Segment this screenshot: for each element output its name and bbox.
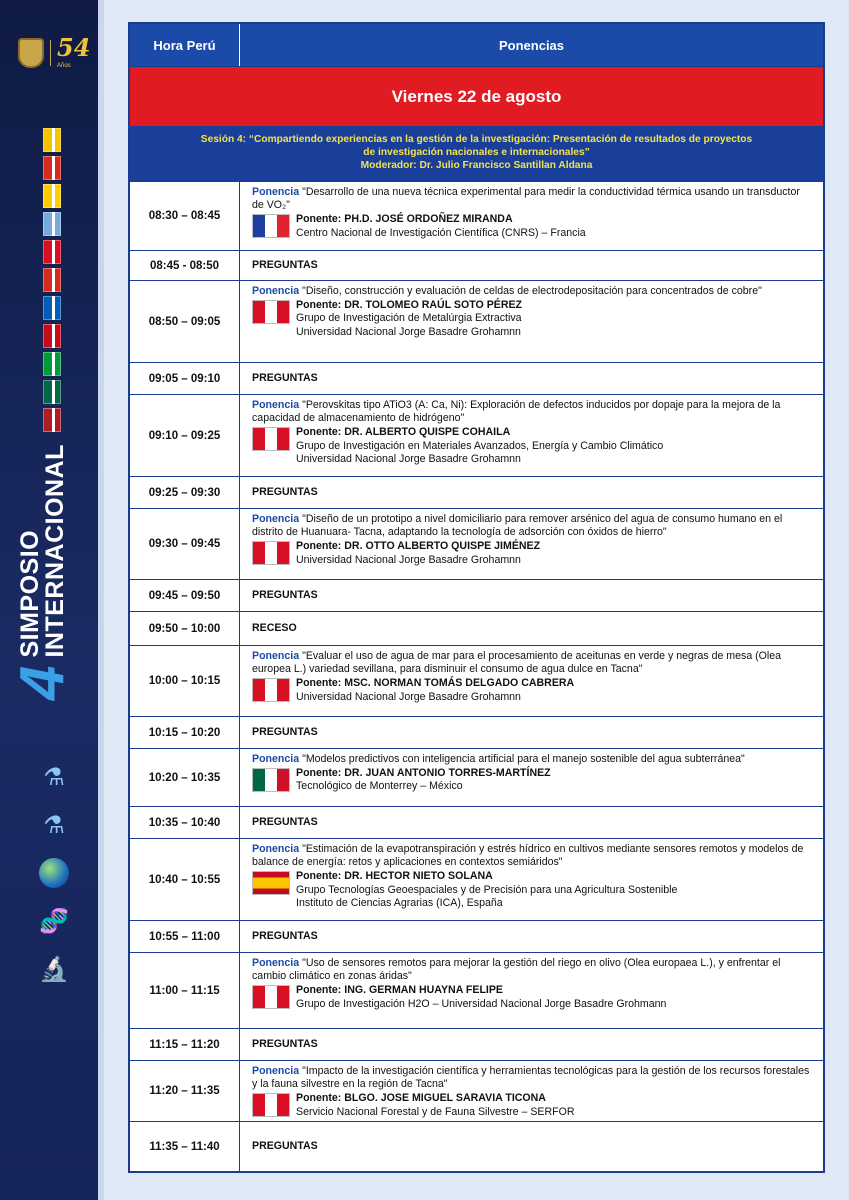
event-title-line2: INTERNACIONAL bbox=[41, 444, 69, 658]
mini-flag-icon bbox=[43, 408, 61, 432]
session-title-line2: de investigación nacionales e internacionales” bbox=[363, 147, 590, 159]
time-cell: 10:20 – 10:35 bbox=[130, 749, 240, 806]
questions-cell: PREGUNTAS bbox=[252, 588, 318, 601]
flask-icon: ⚗ bbox=[43, 811, 65, 839]
session-title-line1: Sesión 4: “Compartiendo experiencias en la gestión de la investigación: Presentación de resultados de proyectos bbox=[200, 134, 753, 146]
ponencia-label: Ponencia bbox=[252, 1065, 300, 1077]
speaker-block bbox=[252, 677, 813, 703]
table-row bbox=[130, 394, 823, 476]
talk-title bbox=[252, 843, 813, 869]
country-flag-icon bbox=[252, 300, 290, 324]
speaker-affiliation: Grupo Tecnologías Geoespaciales y de Precisión para una Agricultura Sostenible bbox=[296, 883, 678, 896]
ponencia-label: Ponencia bbox=[252, 285, 300, 297]
talk-title bbox=[252, 186, 813, 212]
speaker-name: Ponente: DR. OTTO ALBERTO QUISPE JIMÉNEZ bbox=[296, 540, 541, 553]
header-time: Hora Perú bbox=[130, 24, 240, 66]
table-row bbox=[130, 280, 823, 362]
time-cell: 11:15 – 11:20 bbox=[130, 1029, 240, 1060]
speaker-affiliation-2: Universidad Nacional Jorge Basadre Grohamnn bbox=[296, 325, 521, 338]
talk-cell bbox=[240, 749, 823, 806]
speaker-affiliation-2: Universidad Nacional Jorge Basadre Grohamnn bbox=[296, 452, 521, 465]
table-row bbox=[130, 748, 823, 806]
questions-cell: PREGUNTAS bbox=[252, 929, 318, 942]
session-moderator: Moderador: Dr. Julio Francisco Santillan Aldana bbox=[360, 159, 593, 171]
speaker-affiliation-2: Instituto de Ciencias Agrarias (ICA), España bbox=[296, 896, 503, 909]
ponencia-label: Ponencia bbox=[252, 186, 300, 198]
university-logo bbox=[18, 33, 91, 69]
talk-title-text: "Diseño, construcción y evaluación de celdas de electrodepositación para concentrados de cobre" bbox=[302, 285, 762, 297]
questions-cell: PREGUNTAS bbox=[252, 371, 318, 384]
speaker-name: Ponente: DR. TOLOMEO RAÚL SOTO PÉREZ bbox=[296, 299, 523, 312]
talk-title-text: "Modelos predictivos con inteligencia artificial para el manejo sostenible del agua subterránea" bbox=[302, 753, 745, 765]
talk-cell bbox=[240, 182, 823, 250]
table-row bbox=[130, 508, 823, 579]
questions-cell: PREGUNTAS bbox=[252, 258, 318, 271]
talk-title-text: "Evaluar el uso de agua de mar para el procesamiento de aceitunas en verde y negras de mesa (Olea europea L.) variedad sevillana, para disminuir el consumo de agua dulce en Tacna" bbox=[252, 650, 782, 676]
table-row bbox=[130, 952, 823, 1028]
talk-title-text: "Desarrollo de una nueva técnica experimental para medir la conductividad térmica usando un transductor de VO₂" bbox=[252, 186, 800, 212]
mini-flag-icon bbox=[43, 128, 61, 152]
session-banner bbox=[130, 126, 823, 181]
schedule-table bbox=[128, 22, 825, 1173]
questions-cell: PREGUNTAS bbox=[252, 1037, 318, 1050]
time-cell: 09:05 – 09:10 bbox=[130, 363, 240, 394]
dna-icon: 🧬 bbox=[39, 907, 69, 935]
talk-title-text: "Impacto de la investigación científica y herramientas tecnológicas para la gestión de los recursos forestales y la fauna silvestre en la región de Tacna" bbox=[252, 1065, 810, 1091]
mini-flag-icon bbox=[43, 380, 61, 404]
break-cell: RECESO bbox=[252, 621, 297, 634]
table-row bbox=[130, 1121, 823, 1171]
talk-cell bbox=[240, 281, 823, 362]
day-banner: Viernes 22 de agosto bbox=[130, 66, 823, 126]
anniversary-years: Años bbox=[57, 63, 71, 69]
country-flag-icon bbox=[252, 541, 290, 565]
time-cell: 10:40 – 10:55 bbox=[130, 839, 240, 920]
country-flag-icon bbox=[252, 768, 290, 792]
speaker-block bbox=[252, 870, 813, 910]
ponencia-label: Ponencia bbox=[252, 513, 300, 525]
speaker-affiliation: Universidad Nacional Jorge Basadre Grohamnn bbox=[296, 690, 521, 703]
table-row bbox=[130, 806, 823, 838]
country-flag-icon bbox=[252, 678, 290, 702]
table-header bbox=[130, 24, 823, 66]
questions-cell: PREGUNTAS bbox=[252, 725, 318, 738]
table-row bbox=[130, 250, 823, 280]
talk-title bbox=[252, 650, 813, 676]
speaker-block bbox=[252, 1092, 813, 1118]
talk-title bbox=[252, 399, 813, 425]
mini-flag-icon bbox=[43, 296, 61, 320]
time-cell: 09:25 – 09:30 bbox=[130, 477, 240, 508]
country-flag-icon bbox=[252, 214, 290, 238]
speaker-affiliation: Universidad Nacional Jorge Basadre Grohamnn bbox=[296, 553, 521, 566]
table-row bbox=[130, 181, 823, 250]
speaker-affiliation: Grupo de Investigación de Metalúrgia Extractiva bbox=[296, 312, 522, 325]
time-cell: 09:10 – 09:25 bbox=[130, 395, 240, 476]
speaker-block bbox=[252, 984, 813, 1010]
time-cell: 11:20 – 11:35 bbox=[130, 1061, 240, 1121]
talk-title bbox=[252, 753, 813, 766]
schedule-rows bbox=[130, 181, 823, 1171]
speaker-name: Ponente: DR. JUAN ANTONIO TORRES-MARTÍNEZ bbox=[296, 767, 551, 780]
table-row bbox=[130, 579, 823, 611]
time-cell: 09:45 – 09:50 bbox=[130, 580, 240, 611]
mini-flag-icon bbox=[43, 156, 61, 180]
talk-title bbox=[252, 1065, 813, 1091]
country-flag-icon bbox=[252, 871, 290, 895]
time-cell: 11:35 – 11:40 bbox=[130, 1122, 240, 1171]
speaker-block bbox=[252, 540, 813, 566]
crest-icon bbox=[18, 38, 44, 68]
time-cell: 10:15 – 10:20 bbox=[130, 717, 240, 748]
speaker-name: Ponente: ING. GERMAN HUAYNA FELIPE bbox=[296, 984, 503, 997]
science-icons bbox=[28, 762, 80, 984]
talk-title bbox=[252, 513, 813, 539]
speaker-block bbox=[252, 767, 813, 793]
time-cell: 08:30 – 08:45 bbox=[130, 182, 240, 250]
globe-icon bbox=[39, 858, 69, 888]
time-cell: 09:50 – 10:00 bbox=[130, 612, 240, 645]
speaker-name: Ponente: MSC. NORMAN TOMÁS DELGADO CABRERA bbox=[296, 677, 575, 690]
talk-cell bbox=[240, 395, 823, 476]
table-row bbox=[130, 645, 823, 716]
mini-flag-icon bbox=[43, 184, 61, 208]
questions-cell: PREGUNTAS bbox=[252, 1139, 318, 1152]
speaker-affiliation: Grupo de Investigación H2O – Universidad Nacional Jorge Basadre Grohmann bbox=[296, 997, 667, 1010]
country-flag-icon bbox=[252, 985, 290, 1009]
talk-cell bbox=[240, 1061, 823, 1121]
talk-title-text: "Estimación de la evapotranspiración y estrés hídrico en cultivos mediante sensores remotos y modelos de balance de energía: retos y aplicaciones en contextos semiáridos" bbox=[252, 843, 804, 869]
talk-title-text: "Diseño de un prototipo a nivel domiciliario para remover arsénico del agua de consumo humano en el distrito de Huanuara- Tacna, adaptando la tecnología de adsorción con óxidos de hierro" bbox=[252, 513, 783, 539]
anniversary-number: 54 bbox=[57, 33, 91, 62]
mini-flag-icon bbox=[43, 240, 61, 264]
microscope-icon: 🔬 bbox=[39, 955, 69, 983]
mini-flag-icon bbox=[43, 352, 61, 376]
table-row bbox=[130, 611, 823, 645]
talk-title-text: "Perovskitas tipo ATiO3 (A: Ca, Ni): Exploración de defectos inducidos por dopaje para la mejora de la capacidad de almacenamiento de hidrógeno" bbox=[252, 399, 781, 425]
talk-title-text: "Uso de sensores remotos para mejorar la gestión del riego en olivo (Olea europaea L.), y enfrentar el cambio climático en zonas áridas" bbox=[252, 957, 781, 983]
mini-flag-icon bbox=[43, 212, 61, 236]
speaker-name: Ponente: BLGO. JOSE MIGUEL SARAVIA TICONA bbox=[296, 1092, 546, 1105]
speaker-name: Ponente: PH.D. JOSÉ ORDOÑEZ MIRANDA bbox=[296, 213, 513, 226]
talk-title bbox=[252, 285, 813, 298]
questions-cell: PREGUNTAS bbox=[252, 815, 318, 828]
mini-flag-icon bbox=[43, 324, 61, 348]
country-flag-icon bbox=[252, 1093, 290, 1117]
talk-title bbox=[252, 957, 813, 983]
speaker-block bbox=[252, 213, 813, 239]
ponencia-label: Ponencia bbox=[252, 957, 300, 969]
time-cell: 08:50 – 09:05 bbox=[130, 281, 240, 362]
talk-cell bbox=[240, 839, 823, 920]
time-cell: 10:55 – 11:00 bbox=[130, 921, 240, 952]
speaker-name: Ponente: DR. HECTOR NIETO SOLANA bbox=[296, 870, 493, 883]
edition-number: 4 bbox=[8, 665, 77, 700]
table-row bbox=[130, 920, 823, 952]
speaker-affiliation: Grupo de Investigación en Materiales Avanzados, Energía y Cambio Climático bbox=[296, 439, 664, 452]
talk-cell bbox=[240, 646, 823, 716]
table-row bbox=[130, 1028, 823, 1060]
table-row bbox=[130, 716, 823, 748]
ponencia-label: Ponencia bbox=[252, 843, 300, 855]
speaker-block bbox=[252, 426, 813, 466]
speaker-name: Ponente: DR. ALBERTO QUISPE COHAILA bbox=[296, 426, 511, 439]
time-cell: 08:45 - 08:50 bbox=[130, 251, 240, 280]
country-flags-strip bbox=[43, 128, 61, 432]
talk-cell bbox=[240, 953, 823, 1028]
table-row bbox=[130, 1060, 823, 1121]
ponencia-label: Ponencia bbox=[252, 753, 300, 765]
time-cell: 09:30 – 09:45 bbox=[130, 509, 240, 579]
table-row bbox=[130, 838, 823, 920]
questions-cell: PREGUNTAS bbox=[252, 485, 318, 498]
ponencia-label: Ponencia bbox=[252, 399, 300, 411]
left-sidebar bbox=[0, 0, 104, 1200]
speaker-affiliation: Servicio Nacional Forestal y de Fauna Silvestre – SERFOR bbox=[296, 1105, 575, 1118]
test-tubes-icon: ⚗ bbox=[43, 763, 65, 791]
time-cell: 10:00 – 10:15 bbox=[130, 646, 240, 716]
speaker-block bbox=[252, 299, 813, 339]
header-talks: Ponencias bbox=[498, 37, 565, 53]
event-title-line1: SIMPOSIO bbox=[15, 529, 44, 658]
speaker-affiliation: Tecnológico de Monterrey – México bbox=[296, 780, 463, 793]
time-cell: 10:35 – 10:40 bbox=[130, 807, 240, 838]
table-row bbox=[130, 362, 823, 394]
time-cell: 11:00 – 11:15 bbox=[130, 953, 240, 1028]
speaker-affiliation: Centro Nacional de Investigación Científica (CNRS) – Francia bbox=[296, 226, 586, 239]
country-flag-icon bbox=[252, 427, 290, 451]
ponencia-label: Ponencia bbox=[252, 650, 300, 662]
table-row bbox=[130, 476, 823, 508]
talk-cell bbox=[240, 509, 823, 579]
mini-flag-icon bbox=[43, 268, 61, 292]
